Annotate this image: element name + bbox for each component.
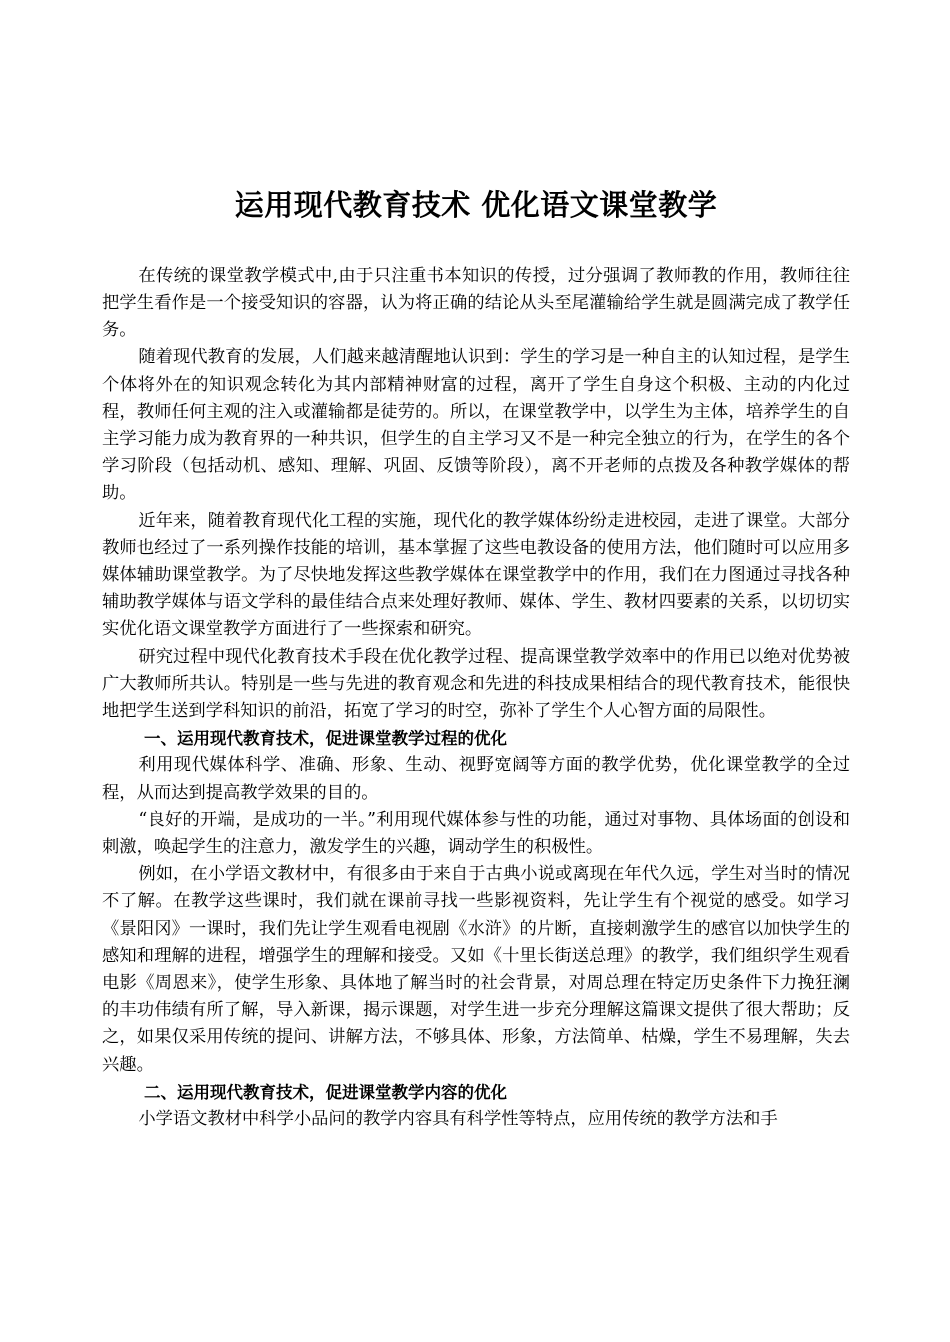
section-1-heading: 一、运用现代教育技术，促进课堂教学过程的优化 [144,729,507,749]
section-1-paragraph-2: “良好的开端，是成功的一半。”利用现代媒体参与性的功能，通过对事物、具体场面的创设和刺激，唤起学生的注意力，激发学生的兴趣，调动学生的积极性。 [102,809,850,858]
section-2-paragraph-1: 小学语文教材中科学小品问的教学内容具有科学性等特点，应用传统的教学方法和手 [138,1109,778,1130]
paragraph-3: 近年来，随着教育现代化工程的实施，现代化的教学媒体纷纷走进校园，走进了课堂。大部分教师也经过了一系列操作技能的培训，基本掌握了这些电教设备的使用方法，他们随时可以应用多媒体辅助课堂教学。为了尽快地发挥这些教学媒体在课堂教学中的作用，我们在力图通过寻找各种辅助教学媒体与语文学科的最佳结合点来处理好教师、媒体、学生、教材四要素的关系，以切切实实优化语文课堂教学方面进行了一些探索和研究。 [102,510,850,640]
document-page [102,188,850,1133]
document-title: 运用现代教育技术 优化语文课堂教学 [234,188,718,222]
section-1-paragraph-1: 利用现代媒体科学、准确、形象、生动、视野宽阔等方面的教学优势，优化课堂教学的全过程，从而达到提高教学效果的目的。 [102,755,850,803]
paragraph-1: 在传统的课堂教学模式中,由于只注重书本知识的传授，过分强调了教师教的作用，教师往往把学生看作是一个接受知识的容器，认为将正确的结论从头至尾灌输给学生就是圆满完成了教学任务。 [102,265,850,341]
paragraph-2: 随着现代教育的发展，人们越来越清醒地认识到：学生的学习是一种自主的认知过程，是学生个体将外在的知识观念转化为其内部精神财富的过程，离开了学生自身这个积极、主动的内化过程，教师任何主观的注入或灌输都是徒劳的。所以，在课堂教学中，以学生为主体，培养学生的自主学习能力成为教育界的一种共识，但学生的自主学习又不是一种完全独立的行为，在学生的各个学习阶段（包括动机、感知、理解、巩固、反馈等阶段），离不开老师的点拨及各种教学媒体的帮助。 [102,347,850,504]
section-1-paragraph-3: 例如，在小学语文教材中，有很多由于来自于古典小说或离现在年代久远，学生对当时的情况不了解。在教学这些课时，我们就在课前寻找一些影视资料，先让学生有个视觉的感受。如学习《景阳冈》一课时，我们先让学生观看电视剧《水浒》的片断，直接刺激学生的感官以加快学生的感知和理解的进程，增强学生的理解和接受。又如《十里长街送总理》的教学，我们组织学生观看电影《周恩来》，使学生形象、具体地了解当时的社会背景，对周总理在特定历史条件下力挽狂澜的丰功伟绩有所了解，导入新课，揭示课题，对学生进一步充分理解这篇课文提供了很大帮助；反之，如果仅采用传统的提问、讲解方法，不够具体、形象，方法简单、枯燥，学生不易理解，失去兴趣。 [102,864,850,1075]
paragraph-4: 研究过程中现代化教育技术手段在优化教学过程、提高课堂教学效率中的作用已以绝对优势被广大教师所共认。特别是一些与先进的教育观念和先进的科技成果相结合的现代教育技术，能很快地把学生送到学科知识的前沿，拓宽了学习的时空，弥补了学生个人心智方面的局限性。 [102,646,850,722]
section-2-heading: 二、运用现代教育技术，促进课堂教学内容的优化 [144,1082,507,1102]
